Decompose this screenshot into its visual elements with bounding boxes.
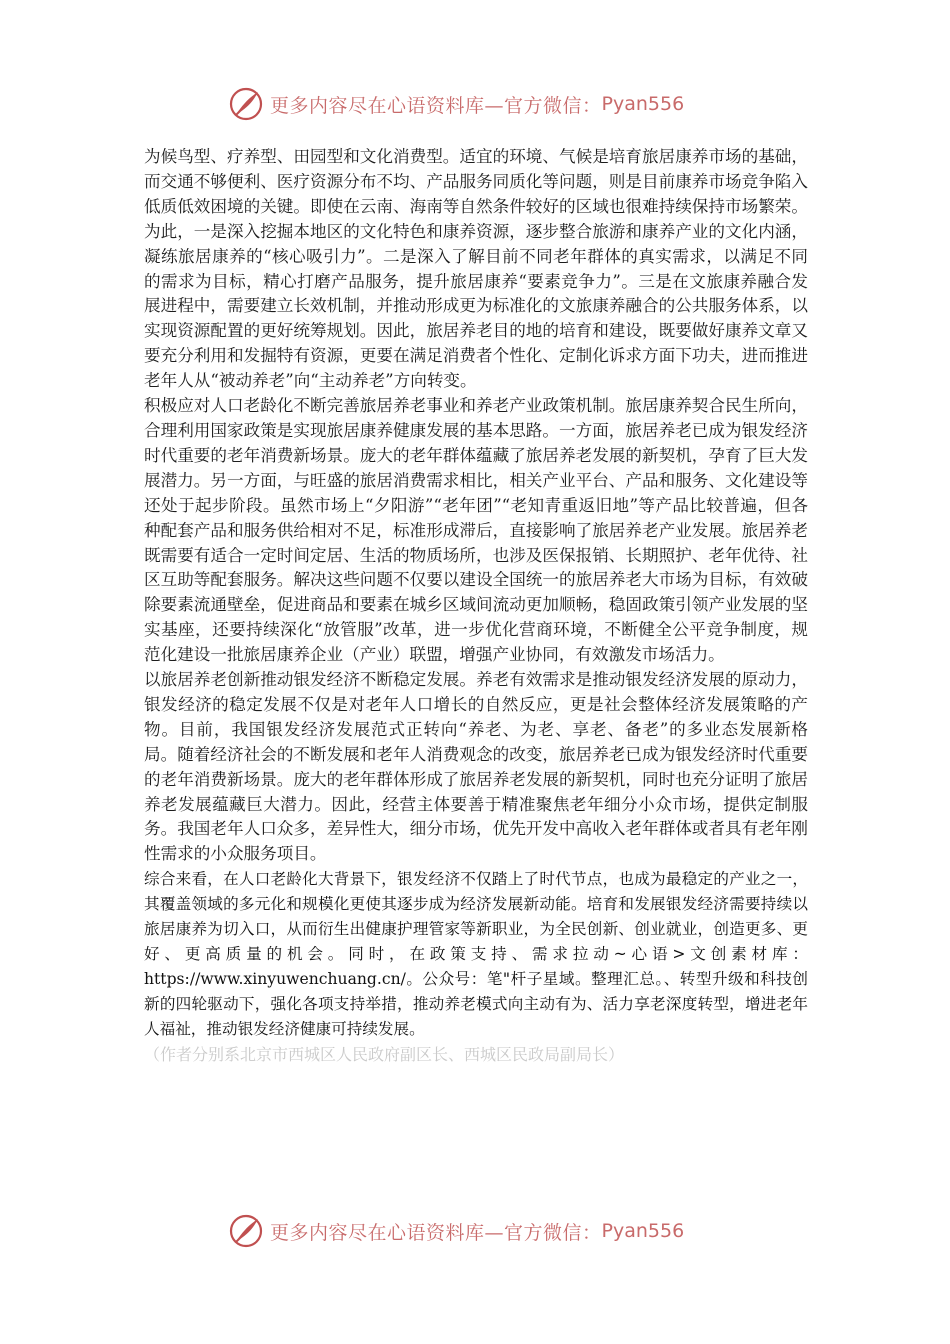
banner-wechat-id: Pyan556	[601, 1220, 685, 1242]
feather-pen-logo-icon	[228, 86, 264, 122]
paragraph-2: 积极应对人口老龄化不断完善旅居养老事业和养老产业政策机制。旅居康养契合民生所向，合理利用国家政策是实现旅居康养健康发展的基本思路。一方面，旅居养老已成为银发经济时代重要的老年消费新场景。庞大的老年群体蕴藏了旅居养老发展的新契机，孕育了巨大发展潜力。另一方面，与旺盛的旅居消费需求相比，相关产业平台、产品和服务、文化建设等还处于起步阶段。虽然市场上“夕阳游”“老年团”“老知青重返旧地”等产品比较普遍，但各种配套产品和服务供给相对不足，标准形成滞后，直接影响了旅居养老产业发展。旅居养老既需要有适合一定时间定居、生活的物质场所，也涉及医保报销、长期照护、老年优待、社区互助等配套服务。解决这些问题不仅要以建设全国统一的旅居养老大市场为目标，有效破除要素流通壁垒，促进商品和要素在城乡区域间流动更加顺畅，稳固政策引领产业发展的坚实基座，还要持续深化“放管服”改革，进一步优化营商环境，不断健全公平竞争制度，规范化建设一批旅居康养企业（产业）联盟，增强产业协同，有效激发市场活力。	[144, 396, 808, 665]
banner-text: 更多内容尽在心语资料库—官方微信：	[270, 94, 602, 117]
author-byline: （作者分别系北京市西城区人民政府副区长、西城区民政局副局长）	[144, 1045, 625, 1065]
article-body	[144, 145, 808, 1068]
paragraph-3: 以旅居养老创新推动银发经济不断稳定发展。养老有效需求是推动银发经济发展的原动力，银发经济的稳定发展不仅是对老年人口增长的自然反应，更是社会整体经济发展策略的产物。目前，我国银发经济发展范式正转向“养老、为老、享老、备老”的多业态发展新格局。随着经济社会的不断发展和老年人消费观念的改变，旅居养老已成为银发经济时代重要的老年消费新场景。庞大的老年群体形成了旅居养老发展的新契机，同时也充分证明了旅居养老发展蕴藏巨大潜力。因此，经营主体要善于精准聚焦老年细分小众市场，提供定制服务。我国老年人口众多，差异性大，细分市场，优先开发中高收入老年群体或者具有老年刚性需求的小众服务项目。	[144, 670, 808, 864]
header-banner	[228, 84, 684, 124]
summary-text-1: 综合来看，在人口老龄化大背景下，银发经济不仅踏上了时代节点，也成为最稳定的产业之一，其覆盖领域的多元化和规模化更使其逐步成为经济发展新动能。培育和发展银发经济需要持续以旅居康养为切入口，从而衍生出健康护理管家等新职业，为全民创新、创业就业，创造更多、更好、更高质量的机会。同时，在政策支持、需求拉动~心语>文创素材库：	[144, 870, 808, 964]
source-url: https://www.xinyuwenchuang.cn/	[144, 970, 406, 989]
banner-wechat-id: Pyan556	[601, 93, 685, 115]
paragraph-1: 为候鸟型、疗养型、田园型和文化消费型。适宜的环境、气候是培育旅居康养市场的基础，而交通不够便利、医疗资源分布不均、产品服务同质化等问题，则是目前康养市场竞争陷入低质低效困境的关键。即使在云南、海南等自然条件较好的区域也很难持续保持市场繁荣。为此，一是深入挖掘本地区的文化特色和康养资源，逐步整合旅游和康养产业的文化内涵，凝练旅居康养的“核心吸引力”。二是深入了解目前不同老年群体的真实需求，以满足不同的需求为目标，精心打磨产品服务，提升旅居康养“要素竞争力”。三是在文旅康养融合发展进程中，需要建立长效机制，并推动形成更为标准化的文旅康养融合的公共服务体系，以实现资源配置的更好统筹规划。因此，旅居养老目的地的培育和建设，既要做好康养文章又要充分利用和发掘特有资源，更要在满足消费者个性化、定制化诉求方面下功夫，进而推进老年人从“被动养老”向“主动养老”方向转变。	[144, 147, 808, 391]
summary-text-2: 。公众号：笔"杆子星域。整理汇总。、转型升级和科技创新的四轮驱动下，强化各项支持举措，推动养老模式向主动有为、活力享老深度转型，增进老年人福祉，推动银发经济健康可持续发展。	[144, 970, 808, 1039]
summary-paragraph	[144, 867, 808, 1042]
footer-banner	[228, 1211, 684, 1251]
feather-pen-logo-icon	[228, 1213, 264, 1249]
banner-text: 更多内容尽在心语资料库—官方微信：	[270, 1221, 602, 1244]
